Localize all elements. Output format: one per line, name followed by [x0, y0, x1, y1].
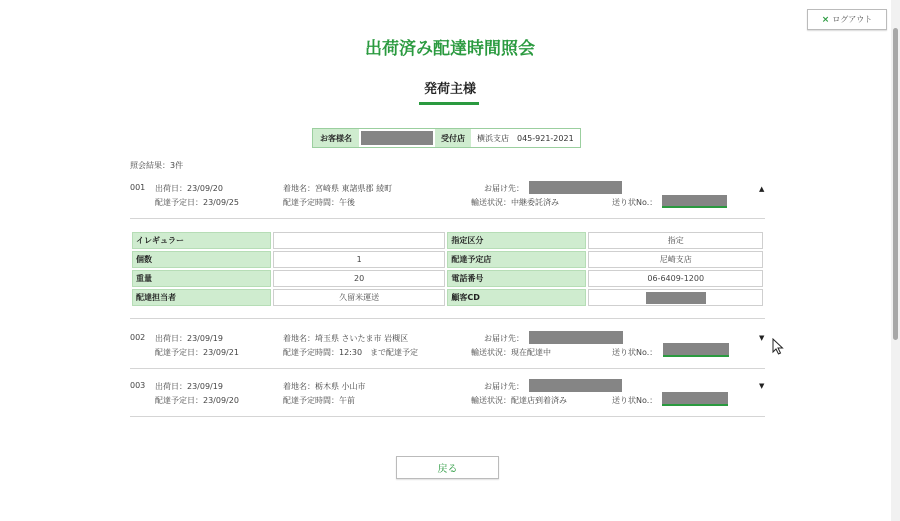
logout-label: ログアウト [832, 15, 873, 24]
customer-name-redacted [361, 131, 433, 145]
recipient-label: お届け先： [484, 382, 524, 391]
detail-table [130, 230, 765, 308]
pieces-label: 個数 [132, 251, 271, 268]
pieces-value: 1 [273, 251, 446, 268]
irregular-label: イレギュラー [132, 232, 271, 249]
delivery-time: 配達予定時間：12:30 まで配達予定 [283, 348, 419, 357]
slip-label: 送り状No.： [612, 348, 658, 357]
delivery-time: 配達予定時間：午後 [283, 198, 355, 207]
divider [130, 368, 765, 369]
transport-status: 輸送状況：配達店到着済み [471, 396, 567, 405]
back-button[interactable]: 戻る [396, 456, 499, 479]
record-no: 002 [130, 333, 146, 342]
designation-label: 指定区分 [447, 232, 586, 249]
customer-name-label: お客様名 [313, 129, 359, 147]
delivery-time: 配達予定時間：午前 [283, 396, 355, 405]
recipient-redacted [529, 379, 622, 392]
store-value: 横浜支店 045-921-2021 [477, 133, 574, 143]
ship-date: 出荷日：23/09/20 [155, 184, 223, 193]
destination: 着地名：宮崎県 東諸県郡 綾町 [283, 184, 393, 193]
close-icon: × [821, 14, 830, 25]
expand-toggle[interactable]: ▼ [759, 382, 765, 390]
record-no: 003 [130, 381, 146, 390]
recipient-redacted [529, 331, 623, 344]
weight-value: 20 [273, 270, 446, 287]
ship-date: 出荷日：23/09/19 [155, 334, 223, 343]
delivery-store-value: 尼崎支店 [588, 251, 763, 268]
ship-date: 出荷日：23/09/19 [155, 382, 223, 391]
customer-cd-label: 顧客CD [447, 289, 586, 306]
delivery-store-label: 配達予定店 [447, 251, 586, 268]
customer-cd-value [588, 289, 763, 306]
weight-label: 重量 [132, 270, 271, 287]
result-count: 照会結果：3件 [130, 161, 184, 170]
slip-label: 送り状No.： [612, 396, 658, 405]
transport-status: 輸送状況：中継委託済み [471, 198, 559, 207]
courier-label: 配達担当者 [132, 289, 271, 306]
phone-value: 06-6409-1200 [588, 270, 763, 287]
scrollbar-thumb[interactable] [893, 28, 898, 340]
divider [130, 416, 765, 417]
collapse-toggle[interactable]: ▲ [759, 185, 765, 193]
recipient-redacted [529, 181, 622, 194]
mouse-cursor-icon [772, 338, 784, 356]
divider [130, 318, 765, 319]
subtitle-underline [419, 102, 479, 105]
slip-label: 送り状No.： [612, 198, 658, 207]
phone-label: 電話番号 [447, 270, 586, 287]
store-label: 受付店 [435, 129, 471, 147]
recipient-label: お届け先： [484, 184, 524, 193]
delivery-date: 配達予定日：23/09/21 [155, 348, 239, 357]
delivery-date: 配達予定日：23/09/25 [155, 198, 239, 207]
slip-number-link[interactable] [662, 392, 728, 406]
designation-value: 指定 [588, 232, 763, 249]
divider [130, 218, 765, 219]
destination: 着地名：埼玉県 さいたま市 岩槻区 [283, 334, 409, 343]
customer-cd-redacted [646, 292, 706, 304]
customer-info [312, 128, 581, 148]
courier-value: 久留米運送 [273, 289, 446, 306]
slip-number-link[interactable] [662, 195, 727, 208]
transport-status: 輸送状況：現在配達中 [471, 348, 551, 357]
page-subtitle: 発荷主様 [423, 82, 476, 97]
page-title: 出荷済み配達時間照会 [365, 39, 535, 59]
recipient-label: お届け先： [484, 334, 524, 343]
irregular-value [273, 232, 446, 249]
slip-number-link[interactable] [663, 343, 729, 357]
delivery-date: 配達予定日：23/09/20 [155, 396, 239, 405]
expand-toggle[interactable]: ▼ [759, 334, 765, 342]
logout-button[interactable] [807, 9, 887, 30]
destination: 着地名：栃木県 小山市 [283, 382, 366, 391]
record-no: 001 [130, 183, 146, 192]
